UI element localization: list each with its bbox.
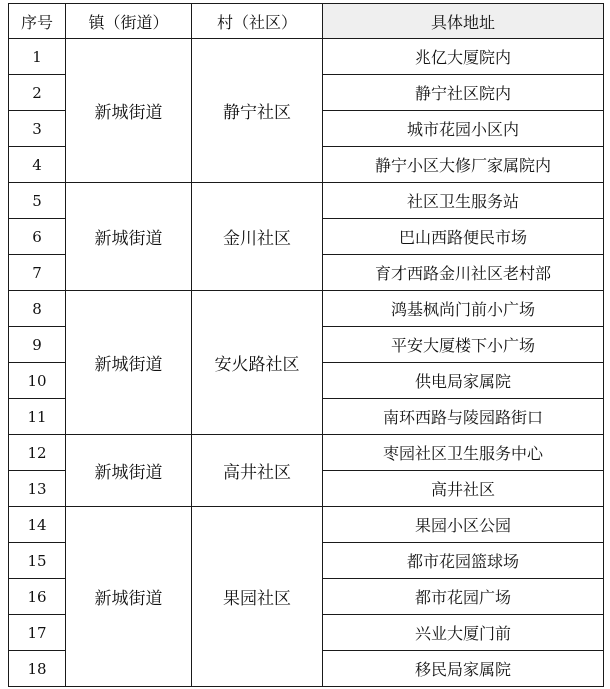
village-cell: 高井社区	[192, 435, 323, 507]
seq-cell: 2	[9, 75, 66, 111]
seq-cell: 18	[9, 651, 66, 687]
table-row	[9, 39, 604, 75]
header-town: 镇（街道）	[66, 4, 192, 39]
seq-cell: 4	[9, 147, 66, 183]
seq-cell: 6	[9, 219, 66, 255]
village-cell: 金川社区	[192, 183, 323, 291]
seq-cell: 9	[9, 327, 66, 363]
town-cell: 新城街道	[66, 435, 192, 507]
address-table	[8, 3, 604, 687]
address-cell: 兆亿大厦院内	[323, 39, 604, 75]
town-cell: 新城街道	[66, 291, 192, 435]
address-cell: 果园小区公园	[323, 507, 604, 543]
address-cell: 平安大厦楼下小广场	[323, 327, 604, 363]
address-cell: 都市花园广场	[323, 579, 604, 615]
seq-cell: 12	[9, 435, 66, 471]
table-row	[9, 435, 604, 471]
seq-cell: 11	[9, 399, 66, 435]
header-seq: 序号	[9, 4, 66, 39]
header-village: 村（社区）	[192, 4, 323, 39]
address-cell: 静宁小区大修厂家属院内	[323, 147, 604, 183]
address-cell: 城市花园小区内	[323, 111, 604, 147]
village-cell: 静宁社区	[192, 39, 323, 183]
header-row	[9, 4, 604, 39]
seq-cell: 14	[9, 507, 66, 543]
table-row	[9, 183, 604, 219]
address-cell: 鸿基枫尚门前小广场	[323, 291, 604, 327]
seq-cell: 5	[9, 183, 66, 219]
header-address: 具体地址	[323, 4, 604, 39]
table-row	[9, 291, 604, 327]
seq-cell: 16	[9, 579, 66, 615]
address-cell: 供电局家属院	[323, 363, 604, 399]
seq-cell: 17	[9, 615, 66, 651]
village-cell: 安火路社区	[192, 291, 323, 435]
seq-cell: 8	[9, 291, 66, 327]
town-cell: 新城街道	[66, 39, 192, 183]
address-cell: 高井社区	[323, 471, 604, 507]
address-cell: 南环西路与陵园路街口	[323, 399, 604, 435]
seq-cell: 10	[9, 363, 66, 399]
seq-cell: 7	[9, 255, 66, 291]
address-cell: 静宁社区院内	[323, 75, 604, 111]
town-cell: 新城街道	[66, 507, 192, 687]
seq-cell: 3	[9, 111, 66, 147]
table-body	[9, 39, 604, 687]
seq-cell: 13	[9, 471, 66, 507]
town-cell: 新城街道	[66, 183, 192, 291]
address-cell: 社区卫生服务站	[323, 183, 604, 219]
table-row	[9, 507, 604, 543]
village-cell: 果园社区	[192, 507, 323, 687]
seq-cell: 15	[9, 543, 66, 579]
address-cell: 枣园社区卫生服务中心	[323, 435, 604, 471]
address-cell: 移民局家属院	[323, 651, 604, 687]
address-cell: 巴山西路便民市场	[323, 219, 604, 255]
seq-cell: 1	[9, 39, 66, 75]
address-cell: 都市花园篮球场	[323, 543, 604, 579]
address-cell: 兴业大厦门前	[323, 615, 604, 651]
address-cell: 育才西路金川社区老村部	[323, 255, 604, 291]
